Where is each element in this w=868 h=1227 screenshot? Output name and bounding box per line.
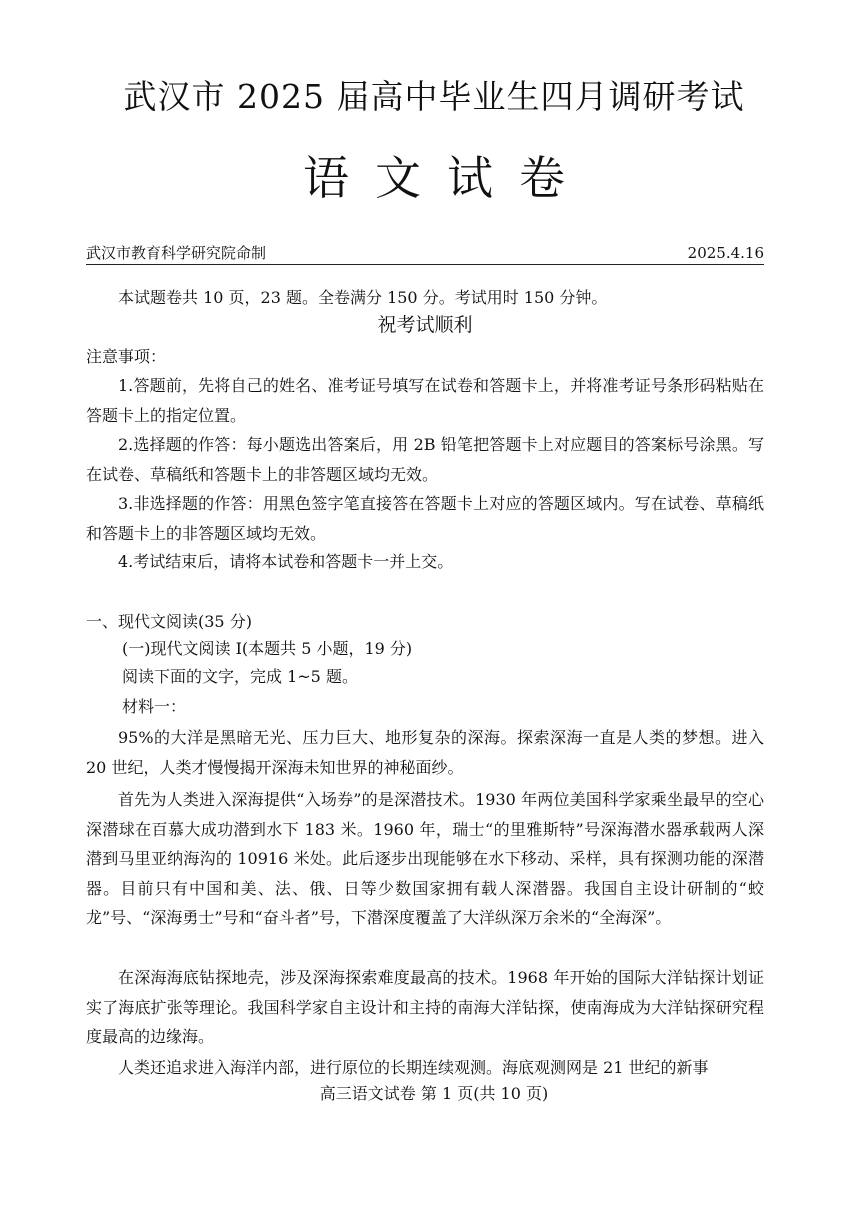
notes-heading: 注意事项： (86, 347, 167, 366)
reading-instruction: 阅读下面的文字，完成 1~5 题。 (122, 667, 358, 686)
exam-title: 武汉市 2025 届高中毕业生四月调研考试 (123, 77, 745, 116)
good-luck-text: 祝考试顺利 (377, 314, 473, 336)
exam-date: 2025.4.16 (687, 244, 764, 262)
publisher: 武汉市教育科学研究院命制 (86, 244, 267, 262)
note-item-3: 3.非选择题的作答：用黑色签字笔直接答在答题卡上对应的答题区域内。写在试卷、草稿纸和答题卡上的非答题区域均无效。 (86, 494, 764, 543)
note-item-4: 4.考试结束后，请将本试卷和答题卡一并上交。 (118, 552, 454, 571)
note-item-1: 1.答题前，先将自己的姓名、准考证号填写在试卷和答题卡上，并将准考证号条形码粘贴在答题卡上的指定位置。 (86, 376, 764, 425)
page-footer: 高三语文试卷 第 1 页(共 10 页) (319, 1084, 549, 1103)
note-item-2: 2.选择题的作答：每小题选出答案后，用 2B 铅笔把答题卡上对应题目的答案标号涂黑。写在试卷、草稿纸和答题卡上的非答题区域均无效。 (86, 435, 764, 484)
passage-paragraph-4: 人类还追求进入海洋内部，进行原位的长期连续观测。海底观测网是 21 世纪的新事 (118, 1058, 709, 1077)
exam-summary: 本试题卷共 10 页，23 题。全卷满分 150 分。考试用时 150 分钟。 (118, 288, 608, 307)
subject-title: 语文试卷 (303, 151, 591, 205)
passage-paragraph-3: 在深海海底钻探地壳，涉及深海探索难度最高的技术。1968 年开始的国际大洋钻探计划证实了海底扩张等理论。我国科学家自主设计和主持的南海大洋钻探，使南海成为大洋钻探研究程度最高的边缘海。 (86, 968, 764, 1046)
publisher-line (86, 242, 764, 265)
passage-paragraph-2: 首先为人类进入深海提供“入场券”的是深潜技术。1930 年两位美国科学家乘坐最早的空心深潜球在百慕大成功潜到水下 183 米。1960 年，瑞士“的里雅斯特”号深海潜水器承载两人深潜到马里亚纳海沟的 10916 米处。此后逐步出现能够在水下移动、采样，具有探测功能的深潜器。目前只有中国和美、法、俄、日等少数国家拥有载人深潜器。我国自主设计研制的“蛟龙”号、“深海勇士”号和“奋斗者”号，下潜深度覆盖了大洋纵深万余米的“全海深”。 (86, 790, 764, 927)
section-heading: 一、现代文阅读(35 分) (86, 612, 252, 631)
passage-paragraph-1: 95%的大洋是黑暗无光、压力巨大、地形复杂的深海。探索深海一直是人类的梦想。进入 20 世纪，人类才慢慢揭开深海未知世界的神秘面纱。 (86, 728, 764, 777)
material-label: 材料一： (122, 697, 187, 716)
subsection-heading: (一)现代文阅读 I(本题共 5 小题，19 分) (122, 639, 413, 658)
